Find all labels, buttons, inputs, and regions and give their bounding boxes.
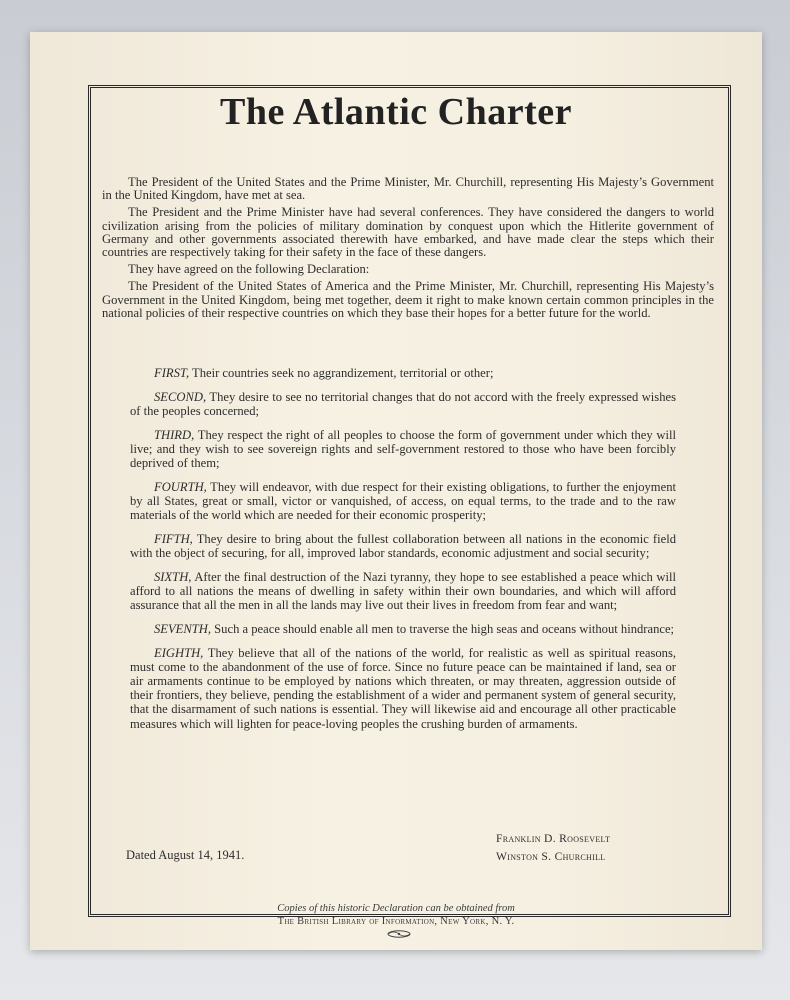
preamble-paragraph-3: They have agreed on the following Declaration: (128, 262, 370, 277)
point-first (130, 366, 676, 380)
point-ordinal: SECOND, (154, 389, 207, 404)
point-text: They desire to bring about the fullest collaboration between all nations in the economic field with the object of securing, for all, improved labor standards, economic adjustment and social security; (130, 531, 676, 561)
point-eighth (130, 646, 676, 731)
signature-roosevelt: Franklin D. Roosevelt (496, 832, 611, 845)
point-text: They will endeavor, with due respect for their existing obligations, to further the enjoyment by all States, great or small, victor or vanquished, of access, on equal terms, to the trade and to the raw materials of the world which are needed for their economic prosperity; (130, 479, 676, 523)
preamble-paragraph-2: The President and the Prime Minister have had several conferences. They have considered the dangers to world civilization arising from the policies of military domination by conquest upon which the Hitlerite government of Germany and other governments associated therewith have embarked, and have made clear the steps which their countries are respectively taking for their safety in the face of these dangers. (102, 205, 714, 260)
point-third (130, 428, 676, 471)
point-text: Their countries seek no aggrandizement, territorial or other; (189, 366, 494, 380)
point-text: They desire to see no territorial changes that do not accord with the freely expressed wishes of the peoples concerned; (130, 389, 676, 418)
point-fifth (130, 532, 676, 560)
point-ordinal: FIFTH, (154, 531, 193, 546)
point-ordinal: FOURTH, (154, 479, 207, 494)
point-text: Such a peace should enable all men to traverse the high seas and oceans without hindrance; (211, 621, 675, 636)
footer-line-1: Copies of this historic Declaration can be obtained from (277, 903, 515, 914)
point-ordinal: SIXTH, (154, 569, 192, 584)
footer-note (30, 902, 762, 928)
paper-sheet (30, 32, 762, 950)
point-ordinal: FIRST, (154, 366, 190, 380)
preamble (102, 176, 714, 324)
preamble-paragraph-1: The President of the United States and the Prime Minister, Mr. Churchill, representing His Majesty’s Government in the United Kingdom, have met at sea. (102, 175, 714, 203)
document-title: The Atlantic Charter (220, 91, 572, 133)
point-fourth (130, 480, 676, 523)
point-seventh (130, 622, 676, 636)
signature-churchill: Winston S. Churchill (496, 850, 606, 863)
printer-ornament-icon (384, 929, 414, 939)
point-ordinal: SEVENTH, (154, 621, 212, 636)
point-ordinal: THIRD, (154, 427, 195, 442)
point-text: They believe that all of the nations of the world, for realistic as well as spiritual reasons, must come to the abandonment of the use of force. Since no future peace can be maintained if land, sea or air armaments continue to be employed by nations which threaten, or may threaten, aggression outside of their frontiers, they believe, pending the establishment of a wider and permanent system of general security, that the disarmament of such nations is essential. They will likewise aid and encourage all other practicable measures which will lighten for peace-loving peoples the crushing burden of armaments. (130, 645, 676, 731)
point-sixth (130, 570, 676, 613)
point-second (130, 390, 676, 418)
declaration-points (130, 366, 676, 740)
dated-line: Dated August 14, 1941. (126, 848, 245, 862)
footer-line-2: The British Library of Information, New York, N. Y. (277, 916, 515, 927)
point-ordinal: EIGHTH, (154, 645, 204, 660)
point-text: They respect the right of all peoples to choose the form of government under which they will live; and they wish to see sovereign rights and self-government restored to those who have been forcibly deprived of them; (130, 427, 676, 471)
preamble-paragraph-4: The President of the United States of America and the Prime Minister, Mr. Churchill, representing His Majesty’s Government in the United Kingdom, being met together, deem it right to make known certain common principles in the national policies of their respective countries on which they base their hopes for a better future for the world. (102, 279, 714, 320)
point-text: After the final destruction of the Nazi tyranny, they hope to see established a peace which will afford to all nations the means of dwelling in safety within their own boundaries, and which will afford assurance that all the men in all the lands may live out their lives in freedom from fear and want; (130, 569, 676, 613)
